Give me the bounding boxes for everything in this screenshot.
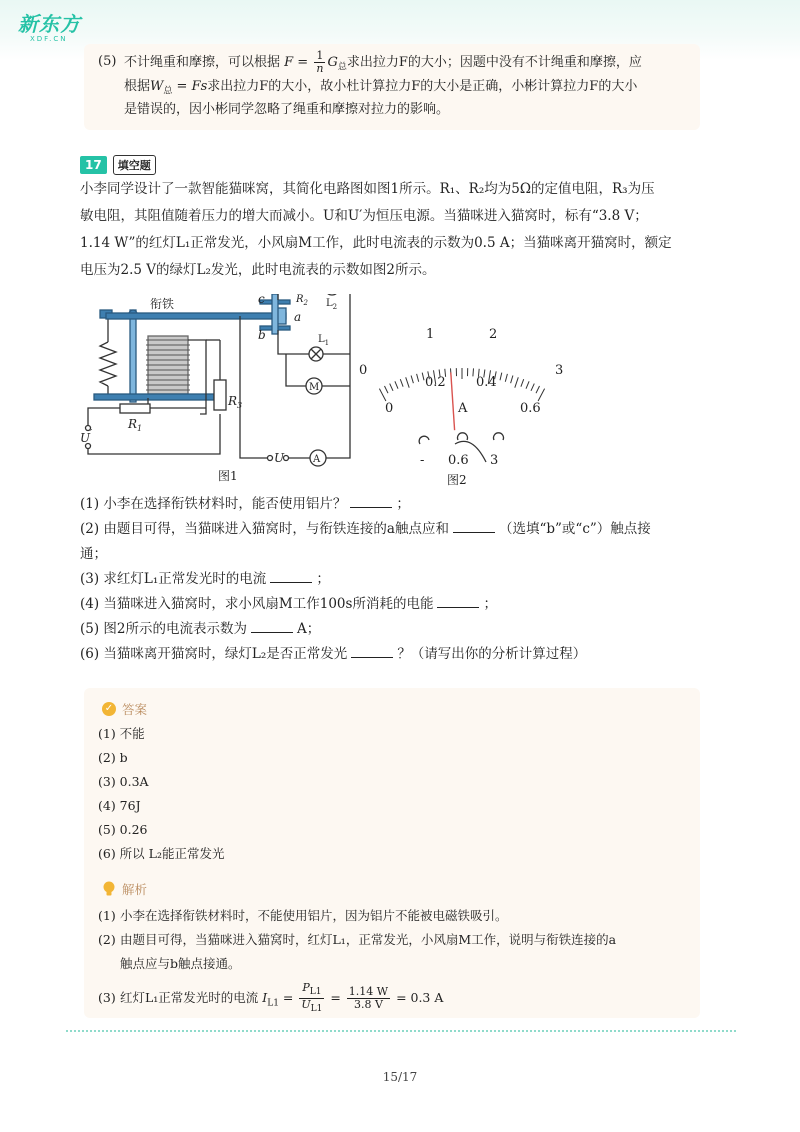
answer-blank[interactable] (350, 493, 392, 508)
analysis-num: (2) (98, 932, 116, 947)
q-num: (1) (80, 496, 100, 512)
dial-tick (500, 373, 502, 381)
subscript: 总 (337, 62, 347, 73)
frac-bottom: U (301, 998, 311, 1012)
dial-tick (400, 379, 403, 387)
answer-item: (3) 0.3A (98, 774, 149, 789)
terminal-0-6: 0.6 (448, 453, 469, 468)
text: 不计绳重和摩擦，可以根据 (124, 55, 281, 70)
sub-questions (80, 492, 651, 667)
frac-bottom: 3.8 V (353, 998, 383, 1012)
q-text: 小李在选择衔铁材料时，能否使用铝片？ (103, 496, 347, 512)
check-badge-icon: ✓ (102, 702, 116, 716)
text: 求出拉力F的大小；因题中没有不计绳重和摩擦，应 (346, 55, 642, 70)
dial-tick (531, 384, 534, 391)
dial-tick (536, 386, 540, 393)
q-text: 图2所示的电流表示数为 (103, 621, 248, 637)
solution-line-3: 是错误的，因小彬同学忽略了绳重和摩擦对拉力的影响。 (124, 102, 450, 117)
q-num: (6) (80, 646, 100, 662)
figures (80, 294, 680, 494)
previous-solution-box (84, 44, 700, 130)
dial-tick (505, 374, 507, 382)
sub-question-2-cont: 通； (80, 546, 107, 562)
sub-question-5 (80, 617, 651, 642)
q-tail: A； (297, 621, 321, 637)
subscript: L1 (267, 998, 279, 1009)
subscript: 总 (163, 86, 173, 97)
fraction-top: 1 (314, 50, 325, 63)
analysis-item (98, 928, 616, 952)
inner-tick-0-6: 0.6 (520, 401, 541, 416)
outer-tick-1: 1 (426, 327, 435, 342)
answer-item: (2) b (98, 750, 128, 765)
answer-blank[interactable] (437, 593, 479, 608)
analysis-text: 触点应与b触点接通。 (120, 956, 241, 971)
dial-tick (417, 374, 419, 382)
solution-item-number: (5) (98, 54, 117, 69)
formula-rest: = Fs (172, 79, 208, 94)
answer-blank[interactable] (251, 618, 293, 633)
stem-line: 敏电阻，其阻值随着压力的增大而减小。U和U′为恒压电源。当猫咪进入猫窝时，标有“3.8 V； (80, 208, 648, 224)
analysis-item (98, 904, 616, 928)
analysis-item-formula: (3) 红灯L₁正常发光时的电流 $I_{L1}$ = $\frac{P_{L1}}{U_{L1}}$ = $\frac{1.14 W}{3.8 V}$ = 0.3 A (98, 981, 444, 1015)
figure-2-labels (359, 327, 563, 487)
sub-question-3 (80, 567, 651, 592)
formula-g: G (327, 55, 338, 70)
question-type-tag: 填空题 (113, 155, 156, 175)
figure-1-circuit (80, 294, 350, 483)
analysis-text: 由题目可得，当猫咪进入猫窝时，红灯L₁，正常发光，小风扇M工作，说明与衔铁连接的a (120, 932, 617, 947)
text: 根据 (124, 79, 151, 94)
fraction-values (347, 986, 390, 1011)
stem-line: 小李同学设计了一款智能猫咪窝，其简化电路图如图1所示。R₁、R₂均为5Ω的定值电阻，R₃为压 (80, 181, 655, 197)
q-num: (5) (80, 621, 100, 637)
u-prime-label: U′ (80, 429, 93, 445)
contact-c-label: c (258, 294, 265, 306)
analysis-num: (1) (98, 908, 116, 923)
logo-subtext: XDF.CN (30, 35, 68, 43)
fraction (314, 50, 325, 75)
page-number: 15/17 (382, 1070, 418, 1084)
analysis-num: (3) (98, 990, 116, 1006)
question-header (80, 155, 156, 175)
contact-b-label: b (258, 328, 266, 342)
answer-item: (5) 0.26 (98, 822, 148, 837)
inner-tick-0-4: 0.4 (476, 375, 497, 390)
sub-question-2 (80, 517, 651, 542)
terminal-minus: - (420, 453, 425, 468)
fraction-p-over-u (299, 982, 324, 1015)
q-tail: ； (396, 496, 410, 512)
q-num: (2) (80, 521, 100, 537)
armature-label: 衔铁 (150, 297, 175, 311)
r1-label: $R_1$ (128, 417, 143, 433)
dial-tick (379, 389, 386, 401)
question-number-badge: 17 (80, 156, 107, 174)
answer-item: (1) 不能 (98, 726, 145, 741)
answer-title-text: 答案 (122, 702, 148, 717)
dial-tick (538, 389, 545, 401)
answer-blank[interactable] (453, 518, 495, 533)
subscript: L1 (310, 1004, 323, 1015)
solution-line-1 (124, 50, 642, 79)
analysis-text: 红灯L₁正常发光时的电流 (120, 990, 259, 1006)
sub-question-6 (80, 642, 651, 667)
terminal-3: 3 (490, 453, 499, 468)
frac-top: 1.14 W (348, 985, 389, 999)
dial-tick (406, 377, 410, 387)
sub-question-4 (80, 592, 651, 617)
figure-2-caption: 图2 (447, 473, 467, 487)
answer-list (98, 722, 224, 866)
q-text: 求红灯L₁正常发光时的电流 (103, 571, 267, 587)
dial-tick (511, 376, 513, 384)
answer-blank[interactable] (270, 568, 312, 583)
analysis-section-title (102, 880, 147, 898)
figure-2-ammeter-dial (376, 361, 548, 430)
dial-tick (385, 386, 389, 393)
fraction-bottom: n (316, 62, 324, 75)
outer-tick-2: 2 (489, 327, 498, 342)
unit-label: A (458, 401, 468, 416)
q-tail: ； (316, 571, 330, 587)
dial-tick (390, 384, 393, 391)
dial-tick (411, 376, 413, 384)
text: 求出拉力F的大小，故小杜计算拉力F的大小是正确，小彬计算拉力F的大小 (207, 79, 638, 94)
q-num: (3) (80, 571, 100, 587)
l1-label: $L_1$ (318, 334, 330, 347)
formula-w: W (150, 79, 164, 94)
dial-tick (395, 381, 398, 388)
answer-section-title (102, 700, 147, 718)
analysis-item (98, 952, 616, 976)
inner-tick-0: 0 (385, 401, 394, 416)
circuit-figures (80, 294, 680, 490)
motor-label: M (309, 382, 320, 393)
subscript: L1 (309, 987, 322, 998)
stem-line: 电压为2.5 V的绿灯L₂发光，此时电流表的示数如图2所示。 (80, 262, 436, 278)
dial-tick (422, 373, 424, 381)
answer-blank[interactable] (351, 643, 393, 658)
formula-lhs: F = (284, 55, 309, 70)
answer-item: (4) 76J (98, 798, 141, 813)
answer-analysis-box (84, 688, 700, 1018)
analysis-text: 小李在选择衔铁材料时，不能使用铝片，因为铝片不能被电磁铁吸引。 (120, 908, 508, 923)
answer-item: (6) 所以 L₂能正常发光 (98, 846, 225, 861)
analysis-list (98, 904, 616, 1016)
logo-text: 新东方 (18, 12, 81, 36)
dial-tick (521, 379, 524, 387)
dotted-divider (66, 1030, 736, 1032)
u-label: U (274, 451, 285, 465)
formula-i: I (262, 990, 268, 1006)
outer-tick-3: 3 (555, 363, 564, 378)
r3-label: $R_3$ (228, 394, 243, 410)
stem-line: 1.14 W”的红灯L₁正常发光，小风扇M工作，此时电流表的示数为0.5 A；当猫咪离开猫窝时，额定 (80, 235, 672, 251)
r2-label: $R_2$ (296, 294, 308, 307)
l2-label: $L_2$ (326, 298, 338, 311)
brand-logo (18, 8, 81, 43)
figure-1-caption: 图1 (218, 469, 238, 483)
q-tail: （选填“b”或“c”）触点接 (498, 521, 651, 537)
outer-tick-0: 0 (359, 363, 368, 378)
dial-tick (473, 368, 474, 376)
q-tail: ； (483, 596, 497, 612)
q-text: 当猫咪进入猫窝时，求小风扇M工作100s所消耗的电能 (103, 596, 434, 612)
q-tail: ？（请写出你的分析计算过程） (397, 646, 587, 662)
q-text: 由题目可得，当猫咪进入猫窝时，与衔铁连接的a触点应和 (103, 521, 449, 537)
question-stem (80, 176, 720, 284)
dial-tick (526, 381, 529, 388)
dial-needle (451, 372, 455, 430)
q-num: (4) (80, 596, 100, 612)
dial-tick (515, 377, 519, 387)
formula-result: = 0.3 A (396, 990, 444, 1006)
inner-tick-0-2: 0.2 (425, 375, 446, 390)
sub-question-1 (80, 492, 651, 517)
q-text: 当猫咪离开猫窝时，绿灯L₂是否正常发光 (103, 646, 348, 662)
contact-a-label: a (294, 310, 302, 324)
analysis-title-text: 解析 (122, 882, 148, 897)
frac-top: P (302, 981, 310, 994)
ammeter-label: A (313, 454, 321, 465)
lightbulb-icon (102, 881, 116, 897)
